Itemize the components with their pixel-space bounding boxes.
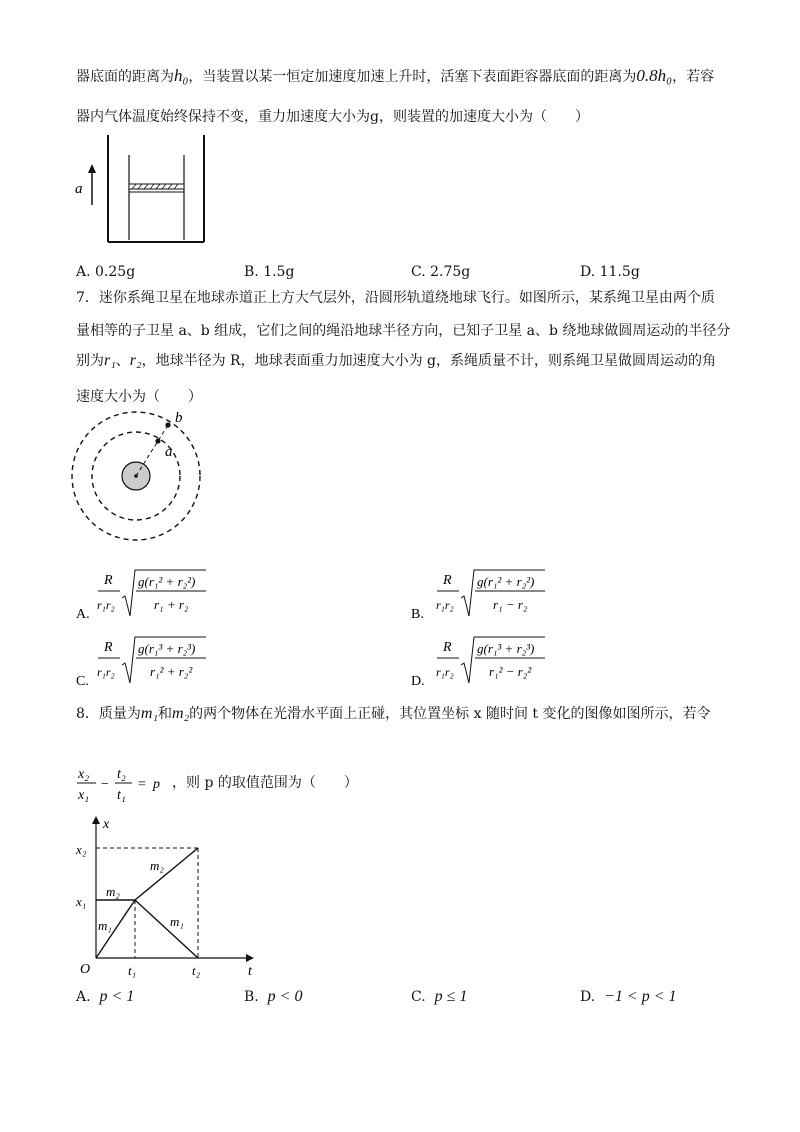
svg-text:r₁r₂: r₁r₂: [436, 665, 454, 679]
q8-line-1: 8．质量为m₁和m₂的两个物体在光滑水平面上正碰，其位置坐标 x 随时间 t 变化的图像如图所示，若令: [76, 705, 711, 722]
x-axis-label: t: [248, 964, 252, 979]
q8-option-b[interactable]: B. p < 0: [244, 988, 303, 1005]
svg-text:R: R: [443, 640, 452, 655]
satellite-b: [165, 422, 170, 427]
label-a: a: [165, 444, 173, 460]
svg-text:g(r₁³ + r₂³): g(r₁³ + r₂³): [477, 641, 535, 656]
svg-text:g(r₁² + r₂²): g(r₁² + r₂²): [138, 574, 196, 589]
q7-option-b[interactable]: [411, 566, 551, 624]
label-m2-before: m₂: [106, 884, 120, 899]
q6-option-a[interactable]: A. 0.25g: [76, 264, 136, 280]
q6-text: ，若容: [672, 69, 715, 85]
q8-option-c[interactable]: C. p ≤ 1: [411, 988, 468, 1005]
svg-text:r₁² + r₂²: r₁² + r₂²: [150, 664, 193, 679]
tick-x1: x₁: [76, 894, 87, 909]
label-m1-before: m₁: [98, 918, 112, 933]
satellite-a: [155, 438, 160, 443]
q8-xt-graph: [70, 810, 260, 980]
y-axis-label: x: [103, 817, 110, 832]
q8-option-a[interactable]: A. p < 1: [76, 988, 135, 1005]
h08-symbol: 0.8h₀: [636, 66, 673, 85]
q6-line-1: [76, 66, 714, 87]
svg-text:r₁² − r₂²: r₁² − r₂²: [489, 664, 532, 679]
r1-symbol: r₁: [104, 352, 116, 369]
m1-symbol: m₁: [140, 705, 159, 722]
svg-text:g(r₁² + r₂²): g(r₁² + r₂²): [477, 574, 535, 589]
svg-text:A.: A.: [76, 607, 90, 620]
svg-text:p: p: [153, 777, 160, 792]
svg-text:C.: C.: [76, 674, 89, 687]
q7-line-4: 速度大小为（ ）: [76, 389, 202, 405]
svg-text:r₁ + r₂: r₁ + r₂: [154, 597, 189, 612]
q6-option-d[interactable]: D. 11.5g: [580, 264, 640, 280]
q8-formula-line: [76, 762, 358, 804]
svg-text:−: −: [101, 777, 109, 792]
svg-text:=: =: [138, 777, 146, 792]
svg-text:R: R: [104, 573, 113, 588]
svg-text:r₁r₂: r₁r₂: [436, 598, 454, 612]
tick-t1: t₁: [128, 963, 137, 978]
q6-line-2: 器内气体温度始终保持不变，重力加速度大小为g，则装置的加速度大小为（ ）: [76, 109, 589, 125]
label-b: b: [175, 410, 183, 426]
origin-label: O: [80, 962, 91, 977]
q6-option-b[interactable]: B. 1.5g: [244, 264, 295, 280]
q7-line-2: 量相等的子卫星 a、b 组成，它们之间的绳沿地球半径方向，已知子卫星 a、b 绕地球做圆周运动的半径分: [76, 323, 731, 339]
svg-text:t₂: t₂: [117, 767, 126, 782]
accel-label: a: [75, 181, 83, 197]
q8-text: ，则 p 的取值范围为（ ）: [172, 775, 358, 791]
m2-symbol: m₂: [172, 705, 190, 722]
q7-orbit-figure: [70, 408, 210, 548]
h0-symbol: h₀: [174, 66, 189, 85]
q6-text: ，当装置以某一恒定加速度加速上升时，活塞下表面距容器底面的距离为: [188, 69, 637, 85]
svg-text:D.: D.: [411, 674, 425, 687]
q6-container-figure: [72, 130, 222, 248]
svg-text:R: R: [104, 640, 113, 655]
q7-option-a[interactable]: [76, 566, 216, 624]
q7-option-c[interactable]: [76, 633, 216, 691]
svg-text:g(r₁³ + r₂³): g(r₁³ + r₂³): [138, 641, 196, 656]
svg-text:B.: B.: [411, 607, 424, 620]
q7-option-d[interactable]: [411, 633, 551, 691]
r2-symbol: r₂: [129, 352, 142, 369]
q7-line-3: 别为r₁、r₂，地球半径为 R，地球表面重力加速度大小为 g，系绳质量不计，则系绳卫星做圆周运动的角: [76, 352, 716, 369]
svg-text:t₁: t₁: [117, 788, 126, 803]
label-m2-after: m₂: [150, 858, 164, 873]
svg-text:r₁ − r₂: r₁ − r₂: [493, 597, 528, 612]
svg-text:r₁r₂: r₁r₂: [97, 598, 115, 612]
q8-option-d[interactable]: D. −1 < p < 1: [580, 988, 677, 1005]
tick-x2: x₂: [76, 842, 87, 857]
label-m1-after: m₁: [170, 914, 184, 929]
svg-text:x₁: x₁: [78, 788, 90, 803]
svg-text:r₁r₂: r₁r₂: [97, 665, 115, 679]
q7-line-1: 7．迷你系绳卫星在地球赤道正上方大气层外，沿圆形轨道绕地球飞行。如图所示，某系绳卫星由两个质: [76, 290, 715, 306]
svg-text:x₂: x₂: [78, 767, 90, 782]
tick-t2: t₂: [192, 963, 201, 978]
q6-text: 器底面的距离为: [76, 69, 174, 85]
q6-option-c[interactable]: C. 2.75g: [411, 264, 471, 280]
svg-text:R: R: [443, 573, 452, 588]
